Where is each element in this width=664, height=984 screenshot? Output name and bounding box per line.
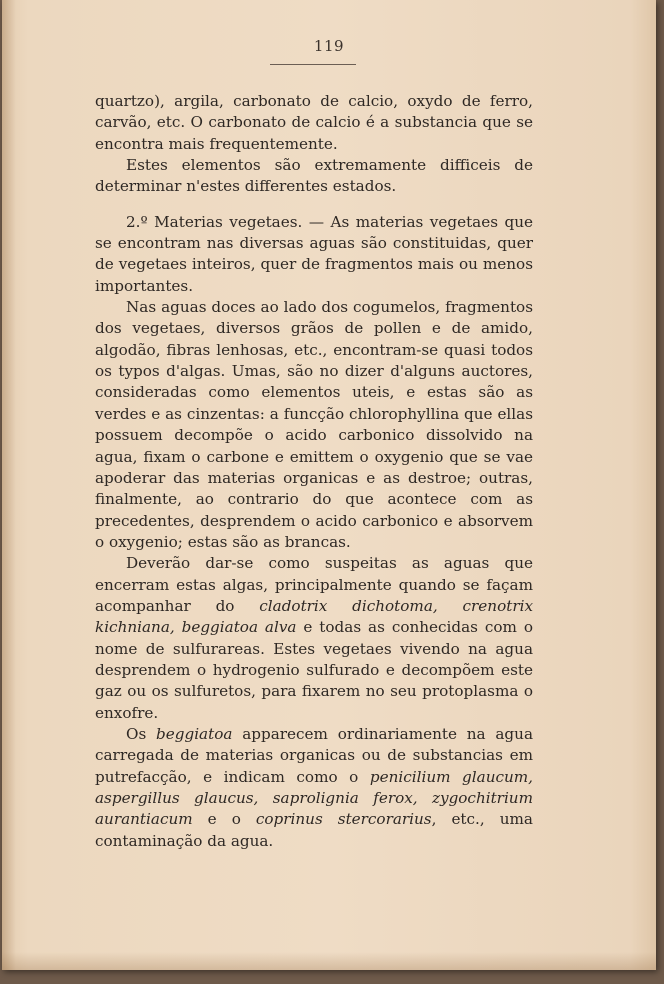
body-text (95, 91, 533, 852)
paragraph (95, 724, 533, 852)
paragraph-text: e todas as conhecidas com o nome de sulfurareas. Estes vegetaes vivendo na agua desprendem o hydrogenio sulfurado e decompõem este gaz ou os sulfuretos, para fixarem no seu protoplasma o enxofre. (95, 618, 533, 722)
paragraph (95, 553, 533, 724)
header-rule (270, 64, 356, 65)
italic-text: penicilium glaucum, aspergillus glaucus, saprolignia ferox, zygochitrium aurantiacum (95, 767, 533, 829)
italic-text: beggiatoa (156, 724, 233, 743)
book-page (2, 0, 656, 970)
paragraph (95, 155, 533, 198)
paragraph-text: e o (192, 810, 256, 829)
paragraph-text: Os (126, 724, 157, 743)
paragraph (95, 297, 533, 553)
italic-text: coprinus stercorarius (255, 810, 432, 829)
paragraph (95, 91, 533, 155)
paragraph-text: 2.º Materias vegetaes. — As materias vegetaes que se encontram nas diversas aguas são constituidas, quer de vegetaes inteiros, quer de fragmentos mais ou menos importantes. (95, 212, 533, 295)
page-edge-shadow (2, 0, 16, 970)
paragraph (95, 212, 533, 297)
paragraph-text: Nas aguas doces ao lado dos cogumelos, fragmentos dos vegetaes, diversos grãos de pollen e de amido, algodão, fibras lenhosas, etc., encontram-se quasi todos os typos d'algas. Umas, são no dizer d'alguns auctores, consideradas como elementos uteis, e estas são as verdes e as cinzentas: a funcção chlorophyllina que ellas possuem decompõe o acido carbonico dissolvido na agua, fixam o carbone e emittem o oxygenio que se vae apoderar das materias organicas e as destroe; outras, finalmente, ao contrario do que acontece com as precedentes, desprendem o acido carbonico e absorvem o oxygenio; estas são as brancas. (95, 298, 533, 551)
paragraph-text: Deverão dar-se como suspeitas as aguas que encerram estas algas, principalmente quando se façam acompanhar do (95, 554, 533, 615)
page-bottom-shadow (2, 952, 656, 970)
italic-text: cladotrix dichotoma, crenotrix kichniana, beggiatoa alva (95, 596, 534, 637)
paragraph-text: , etc., uma contaminação da agua. (95, 810, 533, 850)
page-number: 119 (313, 37, 345, 55)
paragraph-text: apparecem ordinariamente na agua carregada de materias organicas ou de substancias em putrefacção, e indicam como o (95, 724, 533, 786)
paragraph-text: quartzo), argila, carbonato de calcio, oxydo de ferro, carvão, etc. O carbonato de calcio é a substancia que se encontra mais frequentemente. (95, 92, 533, 153)
paragraph-text: Estes elementos são extremamente difficeis de determinar n'estes differentes estados. (95, 156, 533, 196)
